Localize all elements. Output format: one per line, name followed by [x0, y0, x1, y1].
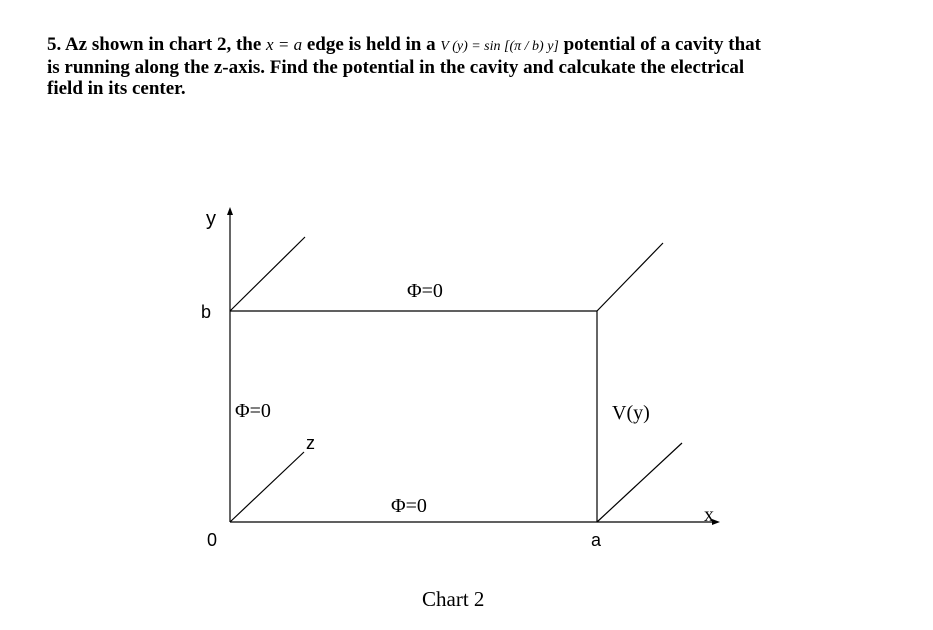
equation-x-equals-a: x = a: [266, 35, 303, 54]
problem-text-1c: potential of a cavity that: [563, 34, 761, 55]
tick-label-b: b: [201, 302, 212, 322]
x-axis-label: x: [704, 504, 714, 526]
tick-label-a: a: [591, 530, 602, 550]
boundary-label-right: V(y): [612, 402, 650, 424]
problem-line-3: field in its center.: [47, 78, 186, 99]
problem-text-1a: 5. Az shown in chart 2, the: [47, 34, 262, 55]
z-axis-label: z: [306, 433, 315, 453]
figure-caption: Chart 2: [422, 587, 485, 611]
y-axis-label: y: [206, 208, 216, 230]
boundary-label-bottom: Φ=0: [391, 495, 427, 517]
depth-line-origin: [230, 452, 304, 522]
tick-label-origin: 0: [207, 530, 218, 550]
depth-line-top-right: [597, 243, 663, 311]
boundary-label-top: Φ=0: [407, 280, 443, 302]
boundary-label-left: Φ=0: [235, 400, 271, 422]
equation-potential: V (y) = sin [(π / b) y]: [440, 39, 559, 54]
depth-line-b: [230, 237, 305, 311]
depth-line-a: [597, 443, 682, 522]
problem-text-1b: edge is held in a: [306, 34, 436, 55]
y-axis-arrow: [227, 207, 233, 215]
problem-line-2: is running along the z-axis. Find the potential in the cavity and calcukate the electrical: [47, 57, 745, 78]
